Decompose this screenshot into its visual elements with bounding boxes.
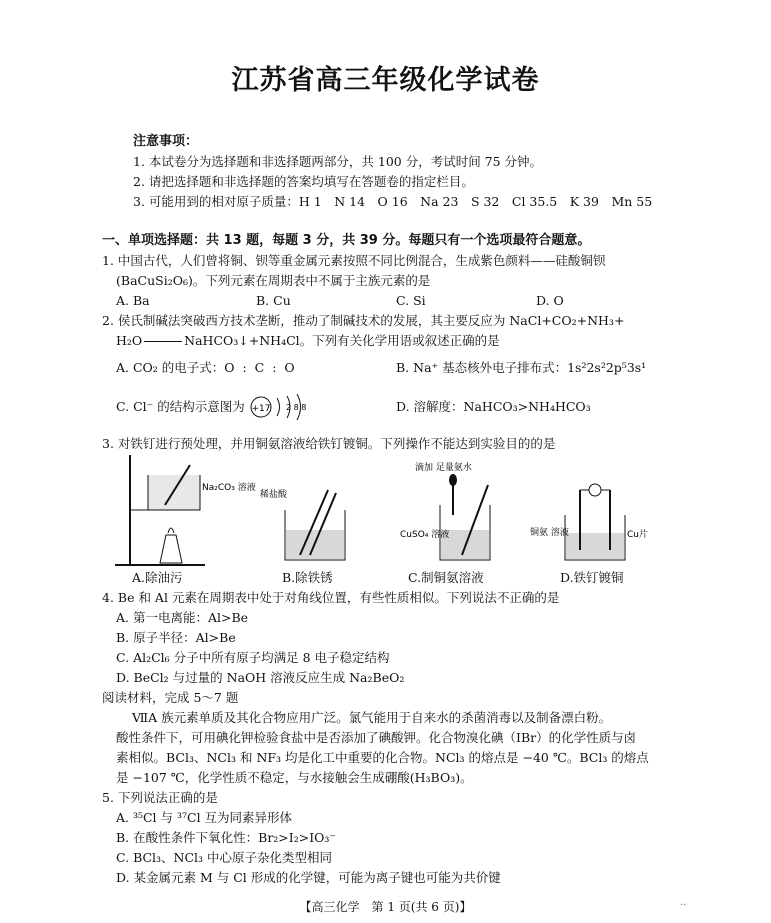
q1-option-c: C. Si	[396, 293, 426, 308]
q3-apparatus	[110, 455, 660, 567]
q5-stem: 5. 下列说法正确的是	[102, 790, 218, 805]
reading-line: ⅦA 族元素单质及其化合物应用广泛。氯气能用于自来水的杀菌消毒以及制备漂白粉。	[132, 710, 612, 725]
q5-option-c: C. BCl₃、NCl₃ 中心原子杂化类型相同	[116, 850, 333, 865]
q2-option-a	[116, 358, 297, 378]
apparatus-a	[115, 455, 256, 565]
page-footer: 【高三化学 第 1 页(共 6 页)】	[299, 900, 472, 914]
caption-d: D.铁钉镀铜	[560, 570, 624, 585]
q2-option-b: B. Na⁺ 基态核外电子排布式：1s²2s²2p⁵3s¹	[396, 360, 647, 375]
q2-products: NaHCO₃↓+NH₄Cl。下列有关化学用语或叙述正确的是	[184, 333, 500, 348]
q1-option-b: B. Cu	[256, 293, 291, 308]
reading-intro: 阅读材料，完成 5～7 题	[102, 690, 239, 705]
label-cu-ammonia: 铜氨 溶液	[530, 528, 569, 538]
q4-option-c: C. Al₂Cl₆ 分子中所有原子均满足 8 电子稳定结构	[116, 650, 390, 665]
cl-structure-diagram	[248, 392, 308, 422]
corner-mark: ··	[680, 900, 687, 911]
label-na2co3: Na₂CO₃ 溶液	[202, 483, 256, 493]
q1-stem-2: (BaCuSi₂O₆)。下列元素在周期表中不属于主族元素的是	[116, 273, 431, 288]
caption-b: B.除铁锈	[282, 570, 333, 585]
apparatus-b	[260, 488, 345, 560]
q5-option-a: A. ³⁵Cl 与 ³⁷Cl 互为同素异形体	[116, 810, 293, 825]
caption-c: C.制铜氨溶液	[408, 570, 484, 585]
shell-electrons: 2 8 8	[286, 403, 307, 412]
q2-option-d: D. 溶解度：NaHCO₃>NH₄HCO₃	[396, 399, 591, 414]
q3-stem: 3. 对铁钉进行预处理，并用铜氨溶液给铁钉镀铜。下列操作不能达到实验目的的是	[102, 436, 556, 451]
q2-stem: 2. 侯氏制碱法突破西方技术垄断，推动了制碱技术的发展，其主要反应为 NaCl+CO₂+NH₃+	[102, 313, 625, 328]
q4-option-d: D. BeCl₂ 与过量的 NaOH 溶液反应生成 Na₂BeO₂	[116, 670, 405, 685]
nucleus-label: +17	[251, 404, 271, 414]
equals-bar	[144, 341, 182, 342]
q4-option-b: B. 原子半径：Al>Be	[116, 630, 236, 645]
q2-stem-2	[116, 331, 500, 351]
reading-line: 是 −107 ℃，化学性质不稳定，与水接触会生成硼酸(H₃BO₃)。	[116, 770, 473, 785]
section-heading: 一、单项选择题：共 13 题，每题 3 分，共 39 分。每题只有一个选项最符合题意。	[102, 233, 591, 248]
co2-electron-formula: O : C : O	[224, 360, 297, 375]
q1-stem: 1. 中国古代，人们曾将铜、钡等重金属元素按照不同比例混合，生成紫色颜料——硅酸铜钡	[102, 253, 606, 268]
caption-a: A.除油污	[132, 570, 183, 585]
q2-option-c: C. Cl⁻ 的结构示意图为	[116, 399, 245, 414]
q5-option-b: B. 在酸性条件下氧化性：Br₂>I₂>IO₃⁻	[116, 830, 336, 845]
notice-heading: 注意事项：	[133, 134, 199, 149]
label-cu-plate: Cu片	[627, 530, 648, 540]
reading-line: 素相似。BCl₃、NCl₃ 和 NF₃ 均是化工中重要的化合物。NCl₃ 的熔点是 −40 ℃。BCl₃ 的熔点	[116, 750, 649, 765]
notice-line: 1. 本试卷分为选择题和非选择题两部分，共 100 分，考试时间 75 分钟。	[133, 154, 543, 169]
reading-line: 酸性条件下，可用碘化钾检验食盐中是否添加了碘酸钾。化合物溴化碘（IBr）的化学性质与卤	[116, 730, 637, 745]
notice-line: 3. 可能用到的相对原子质量：H 1 N 14 O 16 Na 23 S 32 Cl 35.5 K 39 Mn 55	[133, 194, 653, 209]
notice-line: 2. 请把选择题和非选择题的答案均填写在答题卷的指定栏目。	[133, 174, 474, 189]
q2-water: H₂O	[116, 333, 143, 348]
q1-option-a: A. Ba	[116, 293, 150, 308]
apparatus-d	[530, 484, 648, 560]
q5-option-d: D. 某金属元素 M 与 Cl 形成的化学键，可能为离子键也可能为共价键	[116, 870, 501, 885]
label-ammonia: 滴加 足量氨水	[415, 463, 472, 473]
q2-option-a-text: A. CO₂ 的电子式：	[116, 360, 225, 375]
q4-option-a: A. 第一电离能：Al>Be	[116, 610, 249, 625]
label-hcl: 稀盐酸	[260, 490, 288, 500]
q4-stem: 4. Be 和 Al 元素在周期表中处于对角线位置，有些性质相似。下列说法不正确的是	[102, 590, 560, 605]
label-cuso4: CuSO₄ 溶液	[400, 530, 450, 540]
q1-option-d: D. O	[536, 293, 564, 308]
page-title: 江苏省高三年级化学试卷	[231, 65, 540, 96]
apparatus-c	[400, 461, 490, 560]
